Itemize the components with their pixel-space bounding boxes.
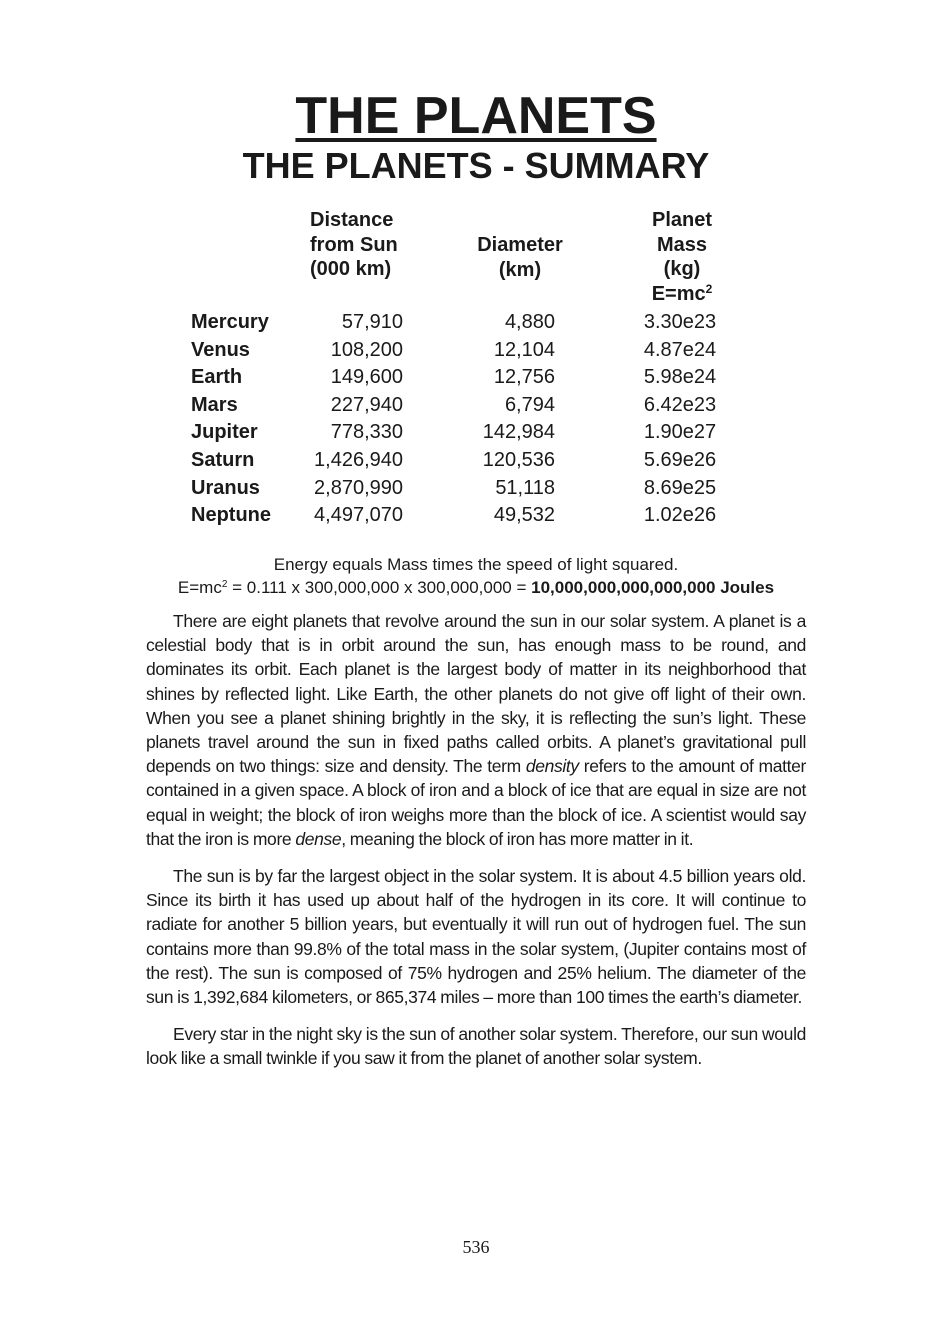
table-row <box>0 502 952 530</box>
diameter-cell: 6,794 <box>504 393 555 416</box>
diameter-cell: 12,756 <box>493 366 555 389</box>
planet-name: Neptune <box>191 504 271 527</box>
distance-cell: 149,600 <box>330 366 403 389</box>
planet-name: Uranus <box>191 476 260 499</box>
planet-name: Mars <box>191 393 238 416</box>
body-text <box>146 609 806 1084</box>
page-subtitle: THE PLANETS - SUMMARY <box>242 145 710 186</box>
paragraph-planets: There are eight planets that revolve around the sun in our solar system. A planet is a celestial body that is in orbit around the sun, has enough mass to be round, and dominates its orbit. Each planet is the largest body of matter in its neighborhood that shines by reflected light. Like Earth, the other planets do not give off light of their own. When you see a planet shining brightly in the sky, it is reflecting the sun’s light. These planets travel around the sun in fixed paths called orbits. A planet’s gravitational pull depends on two things: size and density. The term density refers to the amount of matter contained in a given space. A block of iron and a block of ice that are equal in size are not equal in weight; the block of iron weighs more than the block of ice. A scientist would say that the iron is more dense, meaning the block of iron has more matter in it. <box>146 611 806 849</box>
column-header-mass: Planet Mass (kg) $E=mc^2$ <box>632 208 732 306</box>
table-row <box>0 447 952 475</box>
distance-cell: 227,940 <box>330 393 403 416</box>
mass-cell: 4.87e24 <box>643 338 717 361</box>
diameter-cell: 120,536 <box>482 448 555 471</box>
mass-formula: $E=mc^2$ <box>651 281 713 305</box>
table-row <box>0 392 952 420</box>
page-title <box>0 86 952 146</box>
mass-cell: 8.69e25 <box>643 476 717 499</box>
mass-cell: 3.30e23 <box>643 311 717 333</box>
energy-caption: Energy equals Mass times the speed of light squared. <box>273 555 679 574</box>
page-title-text: THE PLANETS <box>295 87 657 145</box>
distance-cell: 108,200 <box>330 338 403 361</box>
planet-name: Venus <box>191 338 250 361</box>
distance-cell: 4,497,070 <box>314 504 403 527</box>
diameter-cell: 12,104 <box>493 338 555 361</box>
planet-name: Earth <box>191 366 243 389</box>
diameter-cell: 51,118 <box>495 476 555 499</box>
planet-name: Saturn <box>191 448 255 471</box>
column-header-distance: Distance from Sun (000 km) <box>310 209 398 280</box>
table-row <box>0 475 952 503</box>
distance-cell: 1,426,940 <box>314 448 403 471</box>
planet-table <box>0 309 952 530</box>
energy-formula: $E=mc^2 = 0.111$ x 300,000,000 x 300,000,000 = 10,000,000,000,000,000 Joules <box>177 578 775 597</box>
distance-cell: 57,910 <box>341 311 403 333</box>
mass-cell: 5.98e24 <box>643 366 717 389</box>
diameter-cell: 4,880 <box>504 311 555 333</box>
paragraph-sun: The sun is by far the largest object in the solar system. It is about 4.5 billion years old. Since its birth it has used up about half of the hydrogen in its core. It will continue to radiate for another 5 billion years, but eventually it will run out of hydrogen fuel. The sun contains more than 99.8% of the total mass in the solar system, (Jupiter contains most of the rest). The sun is composed of 75% hydrogen and 25% helium. The diameter of the sun is 1,392,684 kilometers, or 865,374 miles – more than 100 times the earth’s diameter. <box>146 866 806 1008</box>
mass-cell: 1.90e27 <box>643 421 717 444</box>
paragraph-stars: Every star in the night sky is the sun of another solar system. Therefore, our sun would look like a small twinkle if you saw it from the planet of another solar system. <box>146 1024 806 1069</box>
mass-cell: 5.69e26 <box>643 448 717 471</box>
table-row <box>0 337 952 365</box>
mass-cell: 1.02e26 <box>643 504 717 527</box>
mass-cell: 6.42e23 <box>643 393 717 416</box>
table-row <box>0 309 952 337</box>
distance-cell: 2,870,990 <box>314 476 403 499</box>
distance-cell: 778,330 <box>330 421 403 444</box>
diameter-cell: 142,984 <box>482 421 555 444</box>
table-row <box>0 419 952 447</box>
table-row <box>0 364 952 392</box>
column-header-diameter: Diameter (km) <box>477 234 563 281</box>
page-number: 536 <box>462 1237 490 1257</box>
diameter-cell: 49,532 <box>493 504 555 527</box>
planet-name: Mercury <box>191 311 269 333</box>
planet-name: Jupiter <box>191 421 258 444</box>
